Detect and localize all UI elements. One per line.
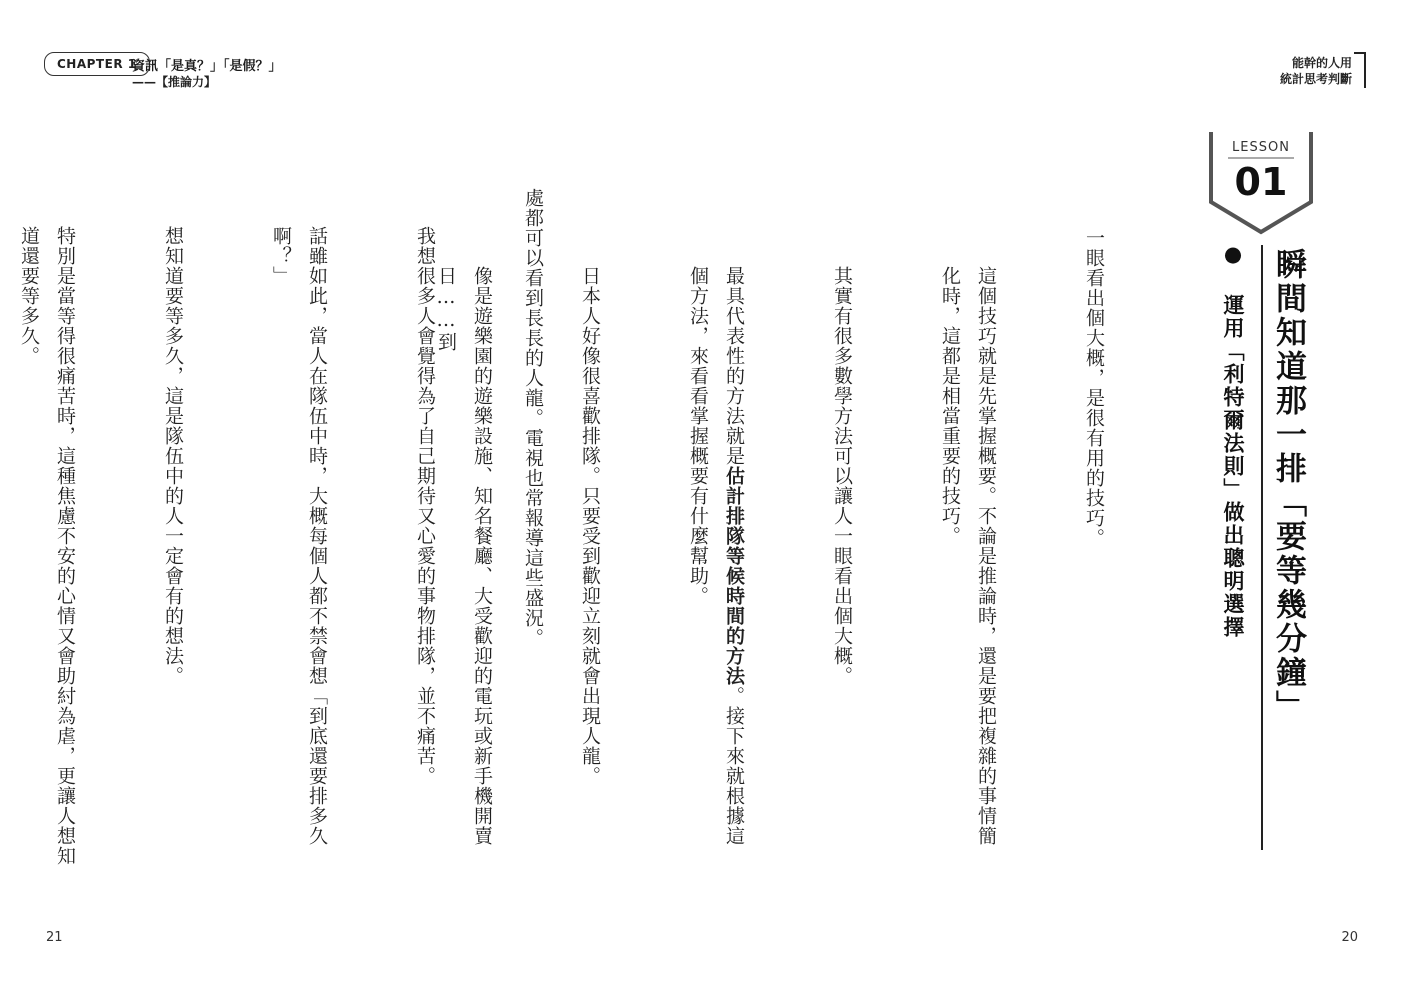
chapter-subtitle: ——【推論力】 [132,75,217,89]
header-bracket [1354,52,1366,88]
text-span: 最具代表性的方法就是 [723,266,745,466]
right-body-text [356,228,1184,858]
book-title-line2: 統計思考判斷 [1279,72,1352,86]
chapter-header [44,52,304,92]
paragraph: 這個技巧就是先掌握概要。不論是推論時，還是要把複雜的事情簡化時，這都是相當重要的技巧。 [939,266,997,846]
lesson-subtitle: ● 運用「利特爾法則」做出聰明選擇 [1221,242,1245,639]
page-number-right: 20 [1341,930,1358,945]
chapter-title: 資訊「是真？」「是假？」 [132,59,282,74]
paragraph: 日本人好像很喜歡排隊。只要受到歡迎立刻就會出現人龍。 [579,266,601,786]
paragraph [680,228,752,858]
book-header [1262,52,1358,86]
lesson-badge [1208,132,1314,236]
paragraph: 我想很多人會覺得為了自己期待又心愛的事物排隊，並不痛苦。 [414,226,436,786]
paragraph: 特別是當等得很痛苦時，這種焦慮不安的心情又會助紂為虐，更讓人想知道還要等多久。 [18,226,76,866]
emphasis-text: 估計排隊等候時間的方法 [723,466,745,686]
lesson-number: 01 [1234,160,1288,204]
paragraph: 其實有很多數學方法可以讓人一眼看出個大概。 [831,266,853,686]
text-span: 。接下來就根據這個方法，來看看掌握概要有什麼幫助。 [687,266,745,846]
paragraph: 處都可以看到長長的人龍。電視也常報導這些盛況。 [522,188,544,648]
paragraph: 想知道要等多久，這是隊伍中的人一定會有的想法。 [162,226,184,686]
chapter-tag: CHAPTER 1 [44,52,150,76]
book-title-line1: 能幹的人用 [1291,56,1352,70]
lesson-title: 瞬間知道那一排「要等幾分鐘」 [1270,248,1306,724]
paragraph: 一眼看出個大概，是很有用的技巧。 [1083,228,1105,548]
page-number-left: 21 [46,930,63,945]
paragraph: 像是遊樂園的遊樂設施、知名餐廳、大受歡迎的電玩或新手機開賣日……到 [435,266,493,846]
lesson-divider [1261,245,1263,850]
lesson-label: LESSON [1232,140,1290,155]
paragraph: 話雖如此，當人在隊伍中時，大概每個人都不禁會想「到底還要排多久啊？」 [270,226,328,846]
